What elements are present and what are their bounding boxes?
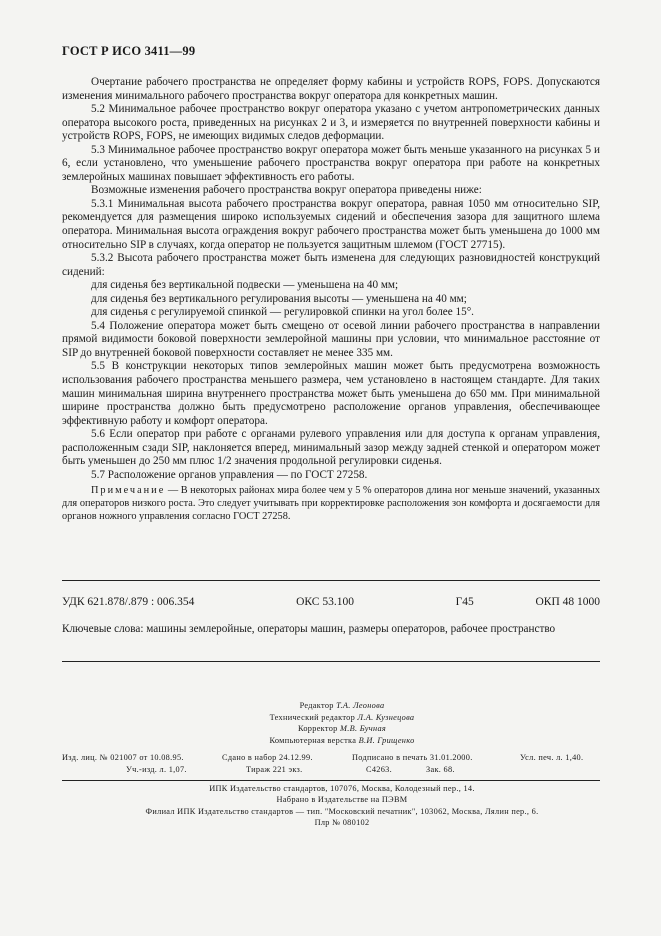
note	[62, 485, 600, 523]
g-code: Г45	[455, 596, 474, 608]
paragraph: 5.7 Расположение органов управления — по ГОСТ 27258.	[91, 468, 368, 481]
print-details-line-2: Уч.-изд. л. 1,07. Тираж 221 экз. С4263. Зак. 68.	[126, 764, 455, 774]
paragraph: 5.6 Если оператор при работе с органами рулевого управления или для доступа к органам управления, расположенным сзади SIP, наклоняется вперед, минимальный зазор между задней стенкой и оператором может быть уменьшен до 250 мм плюс 1/2 значения продольной регулировки сиденья.	[62, 428, 600, 468]
list-item: для сиденья без вертикального регулирования высоты — уменьшена на 40 мм;	[91, 292, 467, 305]
okp-code: ОКП 48 1000	[535, 596, 600, 608]
paragraph: 5.3.1 Минимальная высота рабочего пространства вокруг оператора, равная 1050 мм относительно SIP, рекомендуется для размещения широко используемых сидений и обеспечения зазора для защитного шлема оператора. Минимальная высота ограждения вокруг рабочего пространства может быть уменьшена до 1000 мм относительно SIP в случаях, когда оператор не пользуется защитным шлемом (ГОСТ 27715).	[62, 197, 600, 251]
paragraph: Очертание рабочего пространства не определяет форму кабины и устройств ROPS, FOPS. Допускаются изменения минимального рабочего пространства вокруг оператора для конкретных машин.	[62, 76, 600, 102]
ipk-line: ИПК Издательство стандартов, 107076, Москва, Колодезный пер., 14.	[209, 783, 475, 793]
paragraph: 5.3.2 Высота рабочего пространства может быть изменена для следующих разновидностей конструкций сидений:	[62, 252, 600, 278]
layout-line: Компьютерная верстка В.И. Грищенко	[269, 735, 415, 745]
corrector-line: Корректор М.В. Бучная	[297, 724, 387, 734]
note-text: — В некоторых районах мира более чем у 5 % операторов длина ног меньше значений, указанных для операторов низкого роста. Это следует учитывать при корректировке расположения зон комфорта и досягаемости для органов ножного управления согласно ГОСТ 27258.	[62, 485, 600, 522]
keywords: Ключевые слова: машины землеройные, операторы машин, размеры операторов, рабочее пространство	[62, 623, 556, 635]
paragraph: 5.3 Минимальное рабочее пространство вокруг оператора может быть меньше указанного на рисунках 5 и 6, если установлено, что уменьшение рабочего пространства вокруг оператора при работе на конкретных землеройных машинах повышает эффективность его работы.	[62, 143, 600, 183]
paragraph: 5.5 В конструкции некоторых типов землеройных машин может быть предусмотрена возможность использования рабочего пространства меньшего размера, чем установлено в настоящем стандарте. Для таких машин минимальная ширина внутреннего пространства может быть уменьшена до 650 мм. При минимальной ширине пространства должно быть предусмотрено расположение органов управления, обеспечивающее эффективную работу и комфорт оператора.	[62, 360, 600, 427]
imprint	[62, 700, 622, 829]
udk-code: УДК 621.878/.879 : 006.354	[62, 596, 195, 608]
oks-code: ОКС 53.100	[296, 596, 354, 608]
divider	[62, 661, 600, 662]
list-item: для сиденья с регулируемой спинкой — регулировкой спинки на угол более 15°.	[91, 306, 474, 319]
classification-codes	[62, 596, 600, 608]
editor-line: Редактор Т.А. Леонова	[299, 701, 385, 710]
typed-line: Набрано в Издательстве на ПЭВМ	[276, 795, 408, 805]
divider	[62, 780, 600, 781]
note-label: Примечание	[91, 485, 166, 497]
paragraph: 5.2 Минимальное рабочее пространство вокруг оператора указано с учетом антропометрических данных оператора высокого роста, приведенных на рисунках 2 и 3, и измеряется по внутренней поверхности кабины и устройств ROPS, FOPS, не имеющих видимых следов деформации.	[62, 103, 600, 143]
main-text	[62, 76, 600, 523]
branch-line: Филиал ИПК Издательство стандартов — тип. "Московский печатник", 103062, Москва, Лялин пер., 6.	[145, 806, 539, 816]
print-details-line: Изд. лиц. № 021007 от 10.08.95. Сдано в набор 24.12.99. Подписано в печать 31.01.2000. Усл. печ. л. 1,40.	[62, 753, 584, 763]
paragraph: Возможные изменения рабочего пространства вокруг оператора приведены ниже:	[91, 184, 482, 197]
plr-line: Плр № 080102	[314, 818, 370, 828]
list-item: для сиденья без вертикальной подвески — уменьшена на 40 мм;	[91, 279, 399, 292]
divider	[62, 580, 600, 581]
paragraph: 5.4 Положение оператора может быть смещено от осевой линии рабочего пространства в направлении прямой видимости боковой поверхности землеройной машины при условии, что минимальное расстояние от SIP до внутренней боковой поверхности составляет не менее 335 мм.	[62, 319, 600, 359]
document-header: ГОСТ Р ИСО 3411—99	[62, 44, 196, 58]
tech-editor-line: Технический редактор Л.А. Кузнецова	[269, 712, 415, 722]
